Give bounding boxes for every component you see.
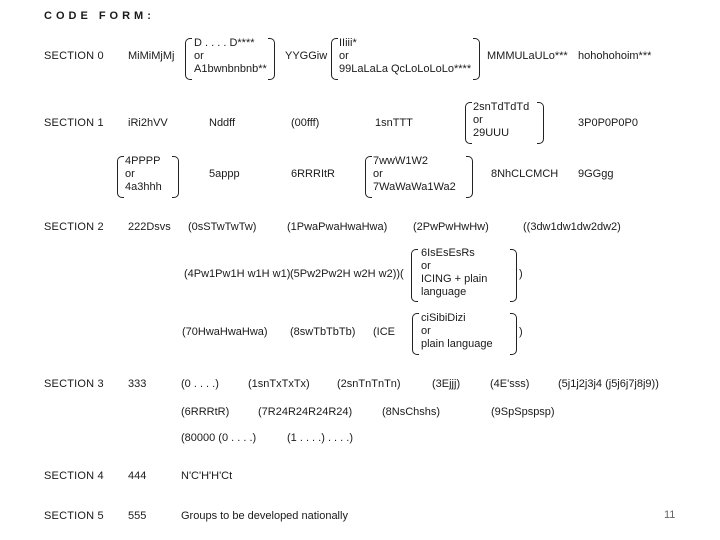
section-3-code: (4E'sss) [490, 378, 530, 390]
section-3-code: (8NsChshs) [382, 406, 441, 418]
section-3-code: 333 [128, 378, 147, 390]
section-3-code: (9SpSpspsp) [491, 406, 555, 418]
section-2-alt-line: plain language [421, 338, 493, 350]
section-3-code: (6RRRtR) [181, 406, 230, 418]
page-title: CODE FORM: [44, 10, 155, 22]
section-0-code: YYGGiw [285, 50, 328, 62]
right-brace [172, 156, 179, 198]
right-brace [537, 102, 544, 144]
section-2-alt-line: or [421, 260, 431, 272]
section-2-code: ((3dw1dw1dw2dw2) [523, 221, 621, 233]
section-2-code: (2PwPwHwHw) [413, 221, 489, 233]
section-1-alt-line: 2snTdTdTd [473, 101, 530, 113]
section-1-alt-line: 29UUU [473, 127, 510, 139]
section-2-paren: ) [519, 326, 523, 338]
section-1-code: 9GGgg [578, 168, 614, 180]
left-brace [117, 156, 124, 198]
section-3-code: (5j1j2j3j4 (j5j6j7j8j9)) [558, 378, 659, 390]
section-3-code: (80000 (0 . . . .) [181, 432, 257, 444]
section-1-code: iRi2hVV [128, 117, 168, 129]
section-1-code: 8NhCLCMCH [491, 168, 559, 180]
section-3-code: (0 . . . .) [181, 378, 219, 390]
section-1-alt-line: or [473, 114, 483, 126]
section-3-code: (1snTxTxTx) [248, 378, 310, 390]
section-0-code: MMMULaULo*** [487, 50, 568, 62]
section-0-alt-line: D . . . . D**** [194, 37, 255, 49]
right-brace [510, 249, 517, 302]
section-2-code: (ICE [373, 326, 395, 338]
section-0-label: SECTION 0 [44, 50, 104, 62]
section-3-label: SECTION 3 [44, 378, 104, 390]
section-2-code: (5Pw2Pw2H w2H w2)) [290, 268, 401, 280]
section-2-alt-line: 6IsEsEsRs [421, 247, 475, 259]
section-2-code: (70HwaHwaHwa) [182, 326, 268, 338]
section-1-alt-line: 7wwW1W2 [373, 155, 429, 167]
section-1-alt-line: 4a3hhh [125, 181, 162, 193]
page-number: 11 [664, 509, 676, 521]
section-0-alt-line: or [194, 50, 204, 62]
section-2-alt-line: language [421, 286, 467, 298]
section-1-code: 1snTTT [375, 117, 413, 129]
section-2-code: (1PwaPwaHwaHwa) [287, 221, 388, 233]
right-brace [473, 38, 480, 80]
section-3-code: (3Ejjj) [432, 378, 461, 390]
section-1-alt-line: 4PPPP [125, 155, 161, 167]
section-0-alt-line: A1bwnbnbnb** [194, 63, 267, 75]
left-brace [412, 313, 419, 355]
section-2-code: (4Pw1Pw1H w1H w1) [184, 268, 291, 280]
left-brace [411, 249, 418, 302]
section-5-label: SECTION 5 [44, 510, 104, 522]
section-4-label: SECTION 4 [44, 470, 104, 482]
section-1-alt-line: or [125, 168, 135, 180]
section-5-text: Groups to be developed nationally [181, 510, 348, 522]
section-2-label: SECTION 2 [44, 221, 104, 233]
section-2-paren: ( [400, 268, 404, 280]
section-1-code: 6RRRItR [291, 168, 336, 180]
section-4-text: N'C'H'H'Ct [181, 470, 233, 482]
section-5-code: 555 [128, 510, 147, 522]
right-brace [510, 313, 517, 355]
section-0-alt-line: 99LaLaLa QcLoLoLoLo**** [339, 63, 472, 75]
section-1-label: SECTION 1 [44, 117, 104, 129]
section-1-code: Nddff [209, 117, 236, 129]
section-2-alt-line: or [421, 325, 431, 337]
section-0-alt-line: IIiii* [339, 37, 357, 49]
section-2-paren: ) [519, 268, 523, 280]
section-2-alt-line: ciSibiDizi [421, 312, 466, 324]
right-brace [268, 38, 275, 80]
left-brace [331, 38, 338, 80]
section-0-alt-line: or [339, 50, 349, 62]
section-1-alt-line: or [373, 168, 383, 180]
section-1-code: 3P0P0P0P0 [578, 117, 638, 129]
section-0-code: MiMiMjMj [128, 50, 175, 62]
section-1-code: (00fff) [291, 117, 320, 129]
section-2-code: (8swTbTbTb) [290, 326, 356, 338]
section-1-alt-line: 7WaWaWa1Wa2 [373, 181, 456, 193]
section-2-code: 222Dsvs [128, 221, 171, 233]
section-1-code: 5appp [209, 168, 240, 180]
left-brace [185, 38, 192, 80]
section-3-code: (2snTnTnTn) [337, 378, 401, 390]
right-brace [466, 156, 473, 198]
section-2-alt-line: ICING + plain [421, 273, 488, 285]
section-2-code: (0sSTwTwTw) [188, 221, 257, 233]
section-3-code: (7R24R24R24R24) [258, 406, 353, 418]
section-3-code: (1 . . . .) . . . .) [287, 432, 354, 444]
section-0-code: hohohohoim*** [578, 50, 652, 62]
left-brace [465, 102, 472, 144]
left-brace [365, 156, 372, 198]
section-4-code: 444 [128, 470, 147, 482]
